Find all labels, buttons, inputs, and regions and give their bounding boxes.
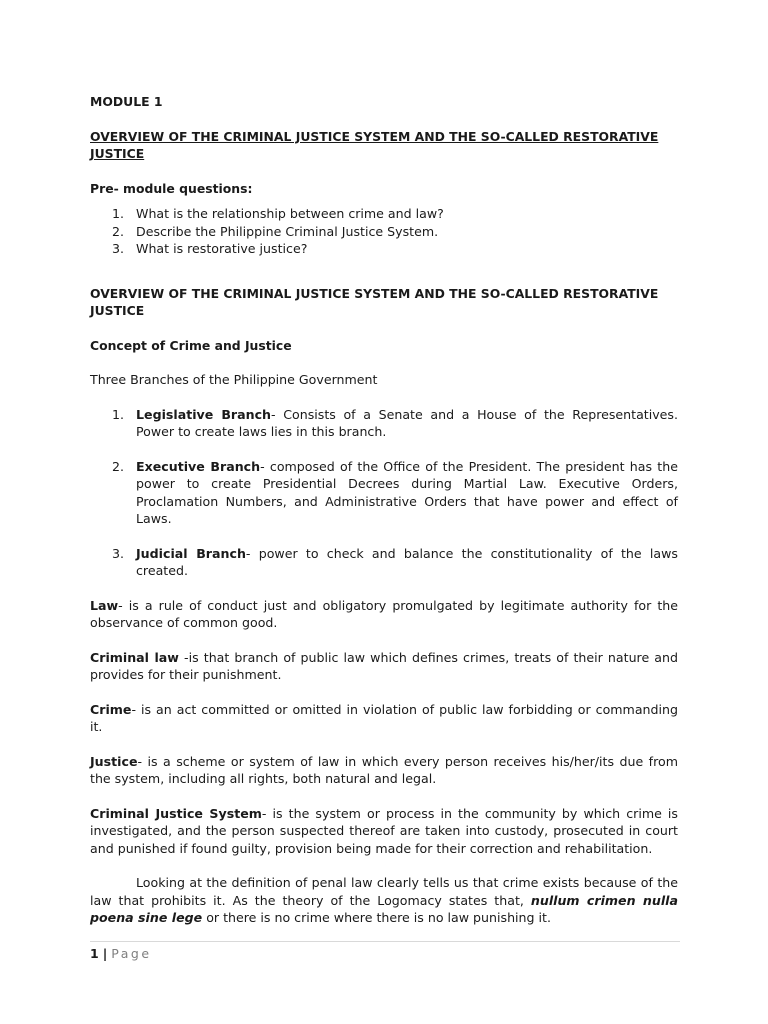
- footer-separator: |: [102, 946, 108, 961]
- list-item: 3. What is restorative justice?: [112, 241, 308, 256]
- concept-heading: Concept of Crime and Justice: [90, 337, 292, 353]
- branches-title: Three Branches of the Philippine Government: [90, 372, 378, 387]
- branches-list: [90, 406, 678, 580]
- definition-crime: Crime- is an act committed or omitted in violation of public law forbidding or commanding it.: [90, 701, 678, 734]
- page-label: Page: [111, 946, 152, 961]
- closing-paragraph: Looking at the definition of penal law clearly tells us that crime exists because of the law that prohibits it. As the theory of the Logomacy states that, nullum crimen nulla poena sine lege or there is no crime where there is no law punishing it.: [90, 875, 678, 925]
- branch-term: Legislative Branch: [136, 406, 272, 422]
- pre-module-questions: [90, 205, 678, 258]
- list-item: 3. Judicial Branch- power to check and balance the constitutionality of the laws created.: [112, 545, 678, 578]
- branch-term: Executive Branch: [136, 458, 261, 474]
- definition-criminal-law: Criminal law -is that branch of public law which defines crimes, treats of their nature and provides for their punishment.: [90, 649, 678, 682]
- definition-law: Law- is a rule of conduct just and obligatory promulgated by legitimate authority for the observance of common good.: [90, 597, 678, 630]
- pre-module-heading: Pre- module questions:: [90, 180, 253, 196]
- definition-criminal-justice-system: Criminal Justice System- is the system or process in the community by which crime is investigated, and the person suspected thereof are taken into custody, prosecuted in court and punished if found guilty, provision being made for their correction and rehabilitation.: [90, 805, 678, 856]
- module-label: MODULE 1: [90, 94, 163, 109]
- page-number: 1: [90, 946, 99, 961]
- branch-term: Judicial Branch: [136, 545, 246, 561]
- section-title: OVERVIEW OF THE CRIMINAL JUSTICE SYSTEM AND THE SO-CALLED RESTORATIVE JUSTICE: [90, 285, 659, 318]
- list-item: 2. Executive Branch- composed of the Office of the President. The president has the power to create Presidential Decrees during Martial Law. Executive Orders, Proclamation Numbers, and Administrative Orders that have power and effect of Laws.: [112, 458, 678, 526]
- list-item: 1. Legislative Branch- Consists of a Senate and a House of the Representatives. Power to create laws lies in this branch.: [112, 406, 678, 439]
- document-title: OVERVIEW OF THE CRIMINAL JUSTICE SYSTEM AND THE SO-CALLED RESTORATIVE JUSTICE: [90, 128, 659, 161]
- list-item: 2. Describe the Philippine Criminal Justice System.: [112, 223, 439, 239]
- page-footer: [90, 941, 680, 963]
- document-body: [90, 93, 678, 927]
- latin-maxim: nullum crimen nulla poena sine lege: [90, 892, 678, 925]
- list-item: 1. What is the relationship between crime and law?: [112, 206, 444, 221]
- definition-justice: Justice- is a scheme or system of law in which every person receives his/her/its due from the system, including all rights, both natural and legal.: [90, 753, 678, 786]
